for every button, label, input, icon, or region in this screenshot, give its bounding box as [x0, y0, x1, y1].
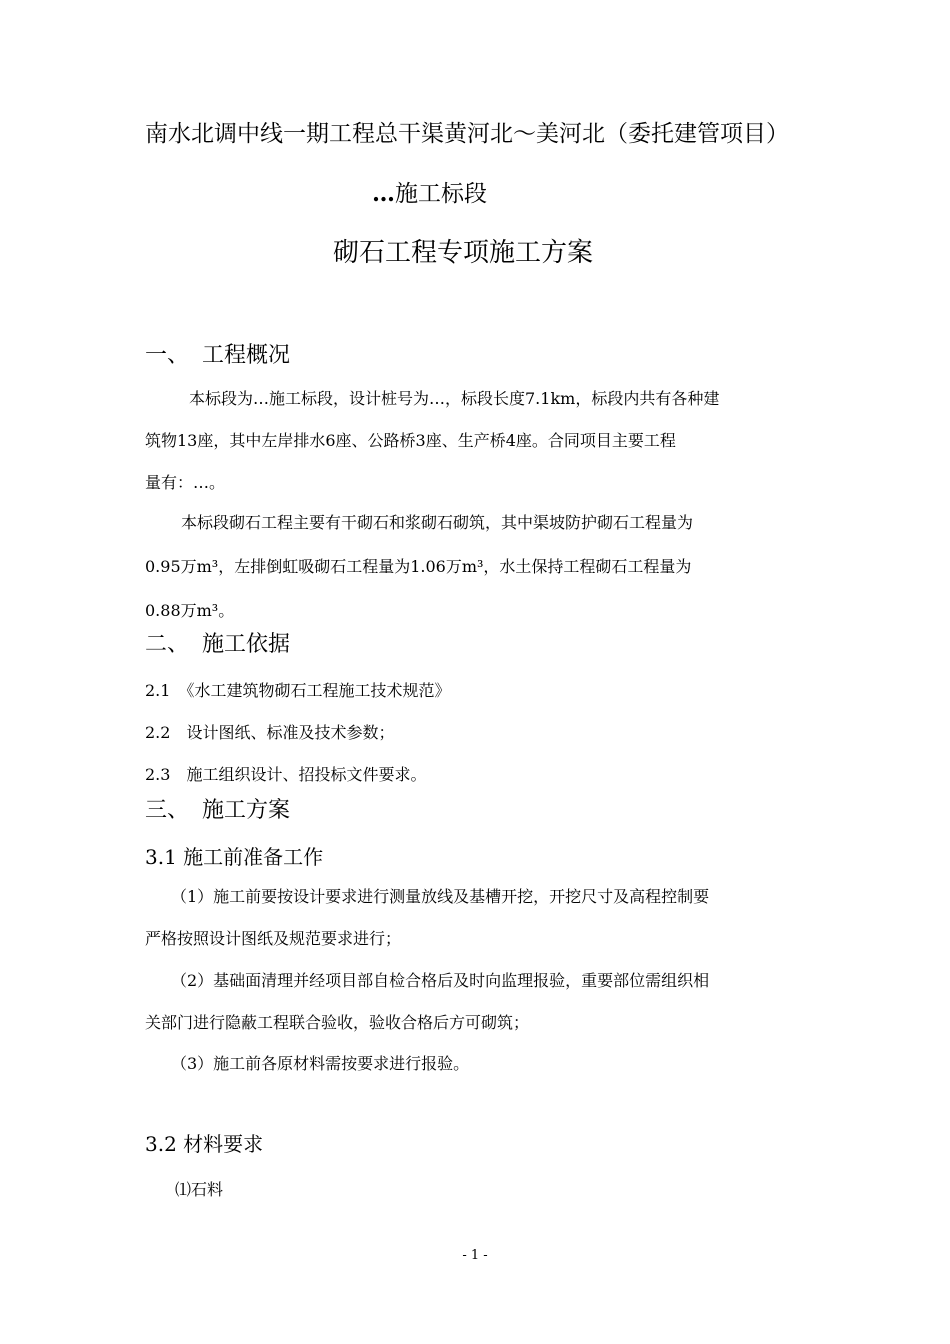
title-ellipsis: …	[372, 180, 395, 207]
paragraph-line: （1）施工前要按设计要求进行测量放线及基槽开挖，开挖尺寸及高程控制要	[171, 887, 710, 906]
paragraph-line: 0.95万m³，左排倒虹吸砌石工程量为1.06万m³，水土保持工程砌石工程量为	[145, 557, 692, 576]
reference-item: 2.2 设计图纸、标准及技术参数；	[145, 723, 395, 742]
reference-item: 2.1 《水工建筑物砌石工程施工技术规范》	[145, 681, 451, 700]
paragraph-line: 本标段为…施工标段，设计桩号为…，标段长度7.1km，标段内共有各种建	[189, 389, 720, 408]
paragraph-line: 量有：…。	[145, 473, 226, 492]
section-1-heading	[145, 338, 290, 369]
section-3-number: 三、	[145, 798, 190, 823]
section-1-title: 工程概况	[202, 343, 291, 368]
section-1-number: 一、	[145, 343, 190, 368]
subsection-3-1-paragraph-3: （3）施工前各原材料需按要求进行报验。	[171, 1054, 470, 1073]
section-2-number: 二、	[145, 632, 190, 657]
section-1-paragraph-2	[145, 502, 825, 632]
title-line-2	[372, 175, 487, 208]
section-2-heading	[145, 627, 290, 658]
section-2-title: 施工依据	[202, 632, 291, 657]
subsection-3-1-paragraph-2	[145, 960, 825, 1044]
section-3-heading	[145, 793, 290, 824]
subsection-3-2-heading: 3.2 材料要求	[145, 1132, 264, 1156]
subsection-3-1-paragraph-1	[145, 876, 825, 960]
paragraph-line: 本标段砌石工程主要有干砌石和浆砌石砌筑，其中渠坡防护砌石工程量为	[181, 513, 694, 532]
document-title: 砌石工程专项施工方案	[333, 238, 594, 268]
title-line-1: 南水北调中线一期工程总干渠黄河北～美河北（委托建管项目）	[145, 121, 789, 147]
section-3-title: 施工方案	[202, 798, 291, 823]
paragraph-line: 严格按照设计图纸及规范要求进行；	[145, 929, 402, 948]
paragraph-line: 0.88万m³。	[145, 601, 235, 620]
page-number: - 1 -	[462, 1248, 488, 1263]
paragraph-line: 筑物13座，其中左岸排水6座、公路桥3座、生产桥4座。合同项目主要工程	[145, 431, 676, 450]
subsection-3-1-heading: 3.1 施工前准备工作	[145, 845, 324, 869]
title-line-2-text: 施工标段	[395, 181, 487, 207]
paragraph-line: 关部门进行隐蔽工程联合验收，验收合格后方可砌筑；	[145, 1013, 530, 1032]
reference-item: 2.3 施工组织设计、招投标文件要求。	[145, 765, 427, 784]
material-item: ⑴石料	[175, 1180, 224, 1199]
paragraph-line: （2）基础面清理并经项目部自检合格后及时向监理报验，重要部位需组织相	[171, 971, 710, 990]
section-1-paragraph-1	[145, 378, 825, 504]
